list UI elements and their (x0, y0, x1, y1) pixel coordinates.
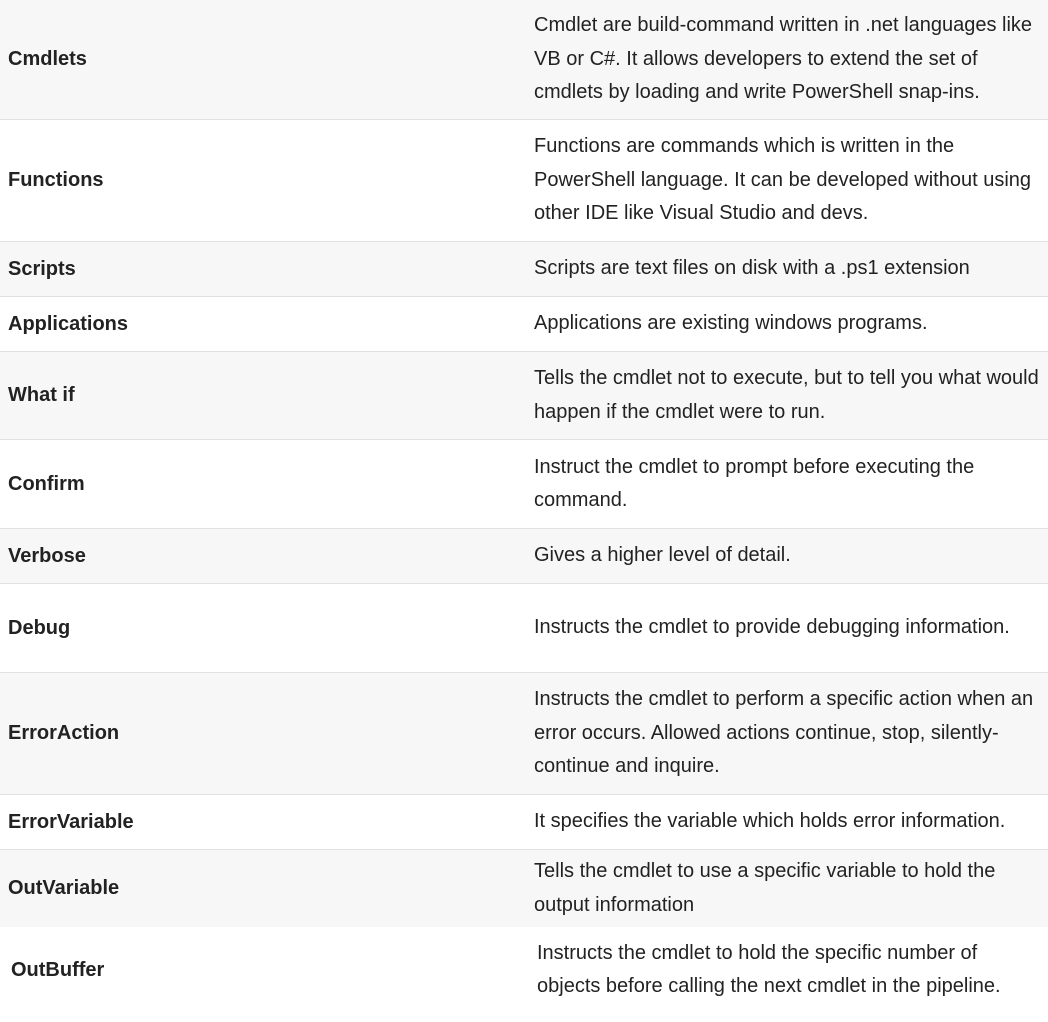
term-cell: What if (8, 384, 75, 406)
table-row (0, 440, 1048, 529)
description-cell: It specifies the variable which holds error information. (534, 810, 1006, 833)
description-cell: Functions are commands which is written in the PowerShell language. It can be developed without using other IDE like Visual Studio and devs. (534, 135, 1032, 225)
table-row (0, 850, 1048, 927)
description-cell: Instructs the cmdlet to hold the specific number of objects before calling the next cmdlet in the pipeline. (537, 941, 1001, 997)
description-cell: Instructs the cmdlet to perform a specific action when an error occurs. Allowed actions continue, stop, silently- continue and inquire. (534, 688, 1034, 778)
description-cell: Tells the cmdlet to use a specific variable to hold the output information (534, 860, 996, 916)
description-cell: Instruct the cmdlet to prompt before executing the command. (534, 455, 975, 511)
table-row (0, 242, 1048, 297)
term-cell: Verbose (8, 544, 86, 567)
term-cell: Applications (8, 312, 129, 335)
term-cell: Confirm (8, 472, 85, 495)
table-row (0, 673, 1048, 795)
term-cell: Debug (8, 616, 71, 639)
table-row (0, 795, 1048, 850)
term-cell: OutVariable (8, 877, 120, 899)
description-cell: Gives a higher level of detail. (534, 544, 791, 567)
table-row (0, 352, 1048, 440)
term-cell: Functions (8, 169, 104, 191)
term-cell: OutBuffer (11, 958, 105, 981)
term-cell: Cmdlets (8, 48, 87, 70)
table-row (0, 120, 1048, 242)
table-row (0, 584, 1048, 673)
term-cell: ErrorVariable (8, 810, 134, 833)
table-row (0, 927, 1048, 1013)
description-cell: Instructs the cmdlet to provide debugging information. (534, 616, 1010, 639)
description-cell: Scripts are text files on disk with a .ps1 extension (534, 257, 970, 280)
table-row (0, 297, 1048, 352)
description-cell: Cmdlet are build-command written in .net languages like VB or C#. It allows developers to extend the set of cmdlets by loading and write PowerShell snap-ins. (534, 14, 1033, 104)
term-cell: ErrorAction (8, 722, 120, 744)
description-cell: Applications are existing windows programs. (534, 312, 928, 335)
description-cell: Tells the cmdlet not to execute, but to tell you what would happen if the cmdlet were to run. (534, 367, 1039, 423)
table-row (0, 529, 1048, 584)
term-cell: Scripts (8, 257, 76, 280)
table-row (0, 0, 1048, 120)
